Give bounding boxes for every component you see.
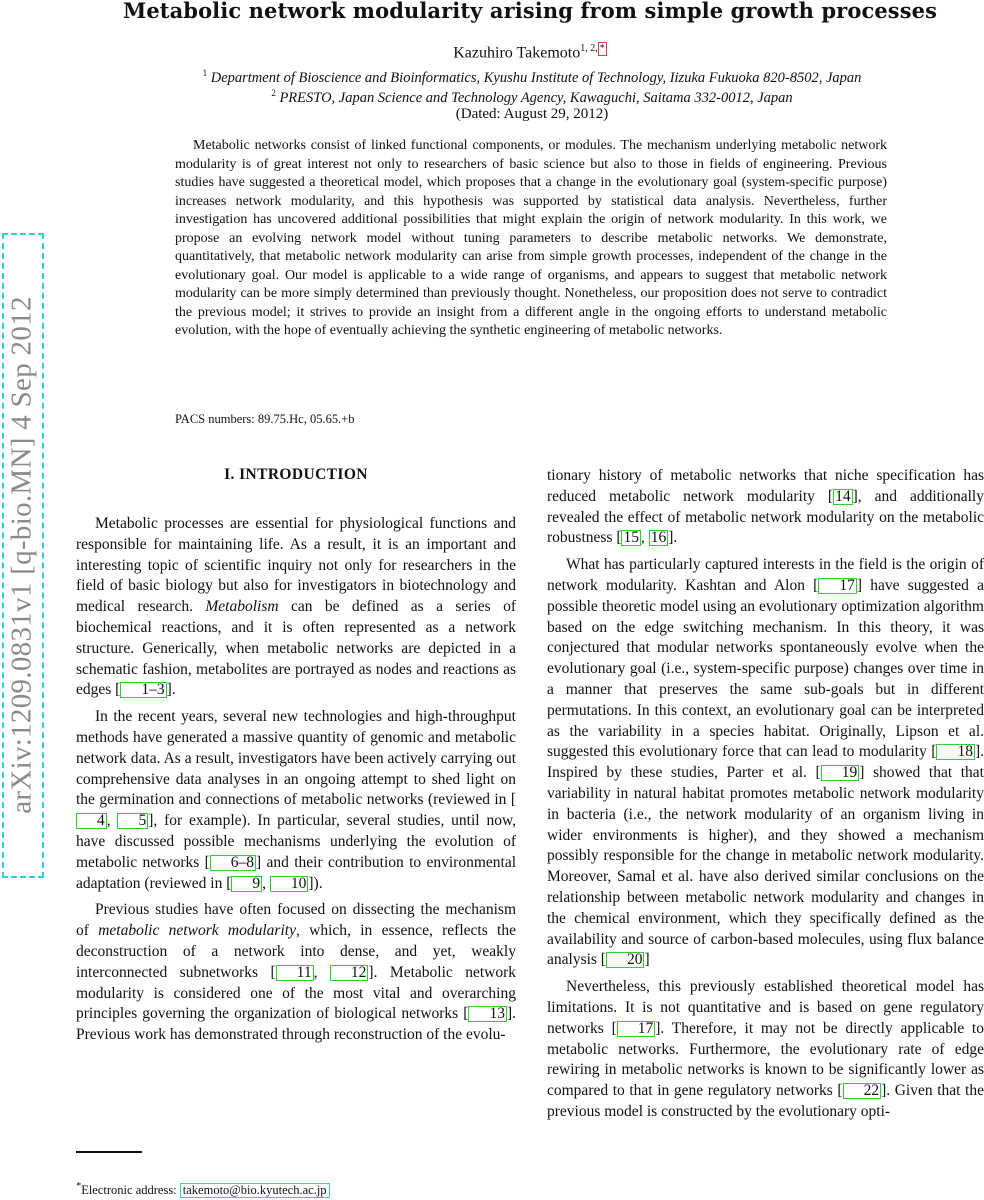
citation-link[interactable]: 19 (821, 765, 860, 781)
intro-paragraph-2: In the recent years, several new technologies and high-throughput methods have generated a massive quantity of genomic and metabolic network data. As a result, investigators have been actively carrying out comprehensive data analyses in an ongoing attempt to shed light on the germination and connections of metabolic networks (reviewed in [4 , 5 ], for example). In particular, several studies, until now, have discussed possible mechanisms underlying the evolution of metabolic networks [ 6–8 ] and their contribution to environmental adaptation (reviewed in [ 9 , 10 ]). (76, 708, 517, 892)
citation-link[interactable]: 10 (270, 876, 309, 892)
citation-link[interactable]: 6–8 (210, 855, 256, 871)
citation-link[interactable]: 13 (468, 1006, 507, 1022)
citation-link[interactable]: 17 (818, 578, 857, 594)
citation-link[interactable]: 9 (231, 876, 262, 892)
section-heading-introduction: I. INTRODUCTION (224, 466, 368, 483)
footnote: *Electronic address: takemoto@bio.kyutech.ac.jp (76, 1181, 330, 1198)
citation-link[interactable]: 5 (117, 813, 148, 829)
citation-link[interactable]: 16 (650, 529, 667, 547)
author-name: Kazuhiro Takemoto (453, 44, 581, 62)
left-column (76, 514, 516, 1052)
right-column (547, 466, 984, 1129)
affiliation-1: $^1$ Department of Bioscience and Bioinformatics, Kyushu Institute of Technology, Iizuka Fukuoka 820-8502, Japan (202, 68, 862, 86)
paper-title: Metabolic network modularity arising from simple growth processes (122, 0, 938, 23)
citation-link[interactable]: 22 (843, 1083, 882, 1099)
footnote-mark: * (76, 1181, 82, 1192)
intro-paragraph-4: What has particularly captured interests in the field is the origin of network modularity. Kashtan and Alon [ 17 ] have suggested a possible theoretic model using an evolutionary optimization algorithm based on the edge switching mechanism. In this theory, it was conjectured that modular networks spontaneously evolve when the evolutionary goal (i.e., system-specific purpose) changes over time in a manner that preserves the same sub-goals but in different permutations. In this context, an evolutionary goal can be interpreted as the variability in a species habitat. Originally, Lipson et al. suggested this evolutionary force that can lead to modularity [ 18 ]. Inspired by these studies, Parter et al. [ 19 ] showed that that variability in natural habitat promotes metabolic network modularity in bacteria (i.e., the network modularity of an organism living in wider environments is higher), and they showed a mechanism possibly responsible for the change in metabolic network modularity. Moreover, Samal et al. have also derived similar conclusions on the relationship between metabolic network modularity and changes in the chemical environment, which they specifically defined as the availability and source of carbon-based molecules, using flux balance analysis [ 20 ] (547, 556, 984, 969)
intro-paragraph-3: Previous studies have often focused on dissecting the mechanism of metabolic network modularity, which, in essence, reflects the deconstruction of a network into dense, and yet, weakly interconnected subnetworks [ 11 , 12 ]. Metabolic network modularity is considered one of the most vital and overarching principles governing the organization of biological networks [ 13 ]. Previous work has demonstrated through reconstruction of the evolu- (76, 901, 516, 1044)
citation-link[interactable]: 11 (276, 965, 314, 981)
citation-link[interactable]: 1–3 (120, 682, 166, 698)
author-line (0, 42, 984, 62)
intro-paragraph-5: Nevertheless, this previously established theoretical model has limitations. It is not quantitative and is based on gene regulatory networks [ 17 ]. Therefore, it may not be directly applicable to metabolic networks. Furthermore, the evolutionary rate of edge rewiring in metabolic networks is known to be significantly lower as compared to that in gene regulatory networks [ 22 ]. Given that the previous model is constructed by the evolutionary opti- (547, 978, 984, 1120)
citation-link[interactable]: 15 (623, 529, 639, 547)
email-link[interactable]: takemoto@bio.kyutech.ac.jp (180, 1183, 330, 1198)
citation-link[interactable]: 4 (76, 813, 107, 829)
intro-paragraph-3-continued: tionary history of metabolic networks that niche specification has reduced metabolic network modularity [ 14 ], and additionally revealed the effect of metabolic network modularity on the metabolic robustness [ 15 , 16 ]. (547, 467, 984, 547)
author-affiliation-marks: 1, 2, * (580, 43, 605, 54)
citation-link[interactable]: 17 (617, 1021, 656, 1037)
abstract: Metabolic networks consist of linked functional components, or modules. The mechanism underlying metabolic network modularity is of great interest not only to researchers of basic science but also to those in fields of engineering. Previous studies have suggested a theoretical model, which proposes that a change in the evolutionary goal (system-specific purpose) increases network modularity, and this hypothesis was supported by statistical data analysis. Nevertheless, further investigation has uncovered additional possibilities that might explain the origin of network modularity. In this work, we propose an evolving network model without tuning parameters to describe metabolic networks. We demonstrate, quantitatively, that metabolic network modularity can arise from simple growth processes, independent of the change in the evolutionary goal. Our model is applicable to a wide range of organisms, and appears to suggest that metabolic network modularity can be more simply determined than previously thought. Nonetheless, our proposition does not serve to contradict the previous model; it strives to provide an insight from a different angle in the ongoing efforts to understand metabolic evolution, with the hope of eventually achieving the synthetic engineering of metabolic networks. (175, 138, 887, 338)
date-line: (Dated: August 29, 2012) (455, 106, 609, 122)
footnote-divider (76, 1151, 142, 1153)
citation-link[interactable]: 20 (606, 952, 645, 968)
citation-link[interactable]: 12 (330, 965, 369, 981)
citation-link[interactable]: 18 (936, 744, 975, 760)
corresponding-author-link[interactable]: * (599, 43, 605, 54)
arxiv-identifier: arXiv:1209.0831v1 [q-bio.MN] 4 Sep 2012 (5, 296, 38, 814)
pacs-numbers: PACS numbers: 89.75.Hc, 05.65.+b (175, 412, 355, 426)
intro-paragraph-1: Metabolic processes are essential for physiological functions and responsible for maintaining life. As a result, it is an important and interesting topic of scientific inquiry not only for researchers in the field of basic biology but also for investigators in biotechnology and medical research. Metabolism can be defined as a series of biochemical reactions, and it is often represented as a network structure. Generically, when metabolic networks are depicted in a schematic fashion, metabolites are portrayed as nodes and reactions as edges [ 1–3 ]. (76, 515, 516, 699)
affiliation-2: $^2$ PRESTO, Japan Science and Technology Agency, Kawaguchi, Saitama 332-0012, Japan (271, 88, 793, 106)
citation-link[interactable]: 14 (835, 487, 851, 505)
